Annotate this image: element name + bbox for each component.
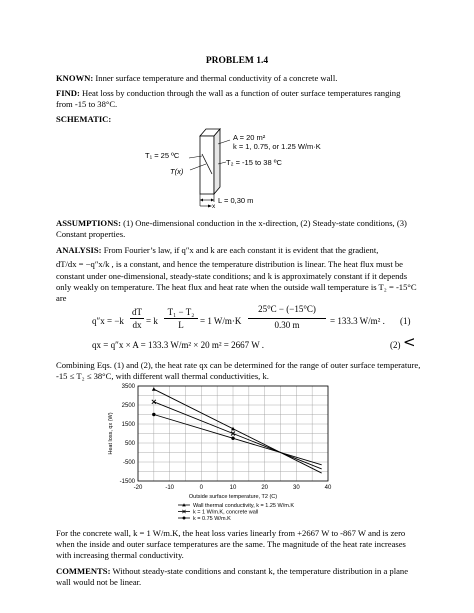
known-text: Inner surface temperature and thermal conductivity of a concrete wall. [95,73,338,83]
x-tick-label: 10 [229,485,237,491]
schematic-tx: T(x) [170,167,184,176]
x-tick-label: -20 [133,485,143,491]
comments-label: COMMENTS: [56,566,111,576]
eq1-frac3-num: 25°C − (−15°C) [258,304,316,314]
x-axis-label: Outside surface temperature, T2 (C) [188,494,278,500]
find-line1: Heat loss by conduction through the wall as a function of outer surface temperatures ranging [82,88,401,98]
analysis-line3: constant under one-dimensional, steady-state conditions; and k is approximately constant if it depends [56,271,408,281]
eq1-number: (1) [400,316,411,326]
eq1-frac2-num: T₁ − T₂ [167,307,195,317]
problem-title: PROBLEM 1.4 [205,56,269,66]
schematic-k-values: k = 1, 0.75, or 1.25 W/m·K [233,142,321,151]
analysis-line1-wrap [56,245,426,256]
eq1-mid: = k [146,316,158,326]
schematic-area: A = 20 m² [233,133,266,142]
series-marker-circle [231,437,234,440]
combine-line1: Combining Eqs. (1) and (2), the heat rate qx can be determined for the range of outer surface temperature, [56,360,421,370]
y-tick-label: 2500 [121,403,135,409]
concrete-line1: For the concrete wall, k = 1 W/m.K, the heat loss varies linearly from +2667 W to -867 W and is zero [56,528,406,538]
concrete-line3: with increasing thermal conductivity. [56,550,184,560]
legend-label-2: k = 1 W/m.K, concrete wall [193,509,259,516]
eq1-k: = 1 W/m·K [200,316,242,326]
x-tick-label: 40 [324,485,332,491]
x-tick-label: -10 [165,485,175,491]
schematic-x: x [212,203,216,210]
chevron-left-icon: < [403,333,416,351]
x-tick-label: 30 [292,485,300,491]
eq1-frac1-bar [130,318,144,319]
concrete-line2: when the inside and outer surface temperatures are the same. The magnitude of the heat rate increases [56,539,406,549]
eq1-frac2-den: L [178,320,184,330]
analysis-line1: From Fourier’s law, if q″x and k are each constant it is evident that the gradient, [103,245,379,255]
eq1-lhs: q″x = −k [92,316,124,326]
comments-line1: Without steady-state conditions and constant k, the temperature distribution in a plane [112,566,409,576]
comments-line2: wall would not be linear. [56,577,142,587]
combine-line2: -15 ≤ T₂ ≤ 38°C, with different wall thermal conductivities, k. [56,371,269,381]
find-line2: from -15 to 38°C. [56,99,118,109]
find-section [56,88,426,99]
series-marker-triangle [152,387,156,391]
assumptions-section [56,218,426,229]
y-tick-label: 1500 [121,422,135,428]
y-tick-label: 500 [124,441,135,447]
eq2: qx = q″x × A = 133.3 W/m² × 20 m² = 2667 W . [92,340,265,350]
known-section [56,73,426,84]
series-marker-circle [152,413,155,416]
schematic-thickness: L = 0,30 m [218,196,254,205]
x-tick-label: 20 [261,485,269,491]
eq1-frac3-den: 0.30 m [274,320,300,330]
assumptions-line2: Constant properties. [56,229,126,239]
eq1-frac1-num: dT [132,307,142,317]
eq1-frac1-den: dx [132,320,142,330]
analysis-line2: dT/dx = −q″x/k , is a constant, and hence the temperature distribution is linear. The heat flux must be [56,259,403,269]
legend-label-1: Wall thermal conductivity, k = 1.25 W/m.K [193,503,295,509]
heat-loss-chart [94,380,344,526]
y-tick-label: 3500 [121,384,135,390]
find-label: FIND: [56,88,80,98]
eq1-frac3-bar [248,318,326,319]
x-tick-label: 0 [199,485,204,491]
y-axis-label: Heat loss, qx (W) [108,412,114,455]
known-label: KNOWN: [56,73,94,83]
eq1-result: = 133.3 W/m² . [330,316,385,326]
y-tick-label: -500 [122,460,135,466]
comments-section [56,566,456,577]
schematic-t2: T₂ = -15 to 38 ºC [226,158,282,167]
analysis-line5: are [56,293,67,303]
eq2-number: (2) [390,340,401,350]
legend-label-3: k = 0.75 W/m.K [193,516,231,522]
schematic-label: SCHEMATIC: [56,114,112,124]
analysis-line4: only weakly on temperature. The heat flux and heat rate when the outside wall temperature is T₂ = -15°C [56,282,417,292]
legend-marker-circle [183,517,186,520]
analysis-label: ANALYSIS: [56,245,102,255]
eq1-frac2-bar [164,318,198,319]
assumptions-label: ASSUMPTIONS: [56,218,121,228]
schematic-t1: T₁ = 25 ºC [145,151,180,160]
y-tick-label: -1500 [119,479,135,485]
assumptions-line1: (1) One-dimensional conduction in the x-direction, (2) Steady-state conditions, (3) [123,218,407,228]
